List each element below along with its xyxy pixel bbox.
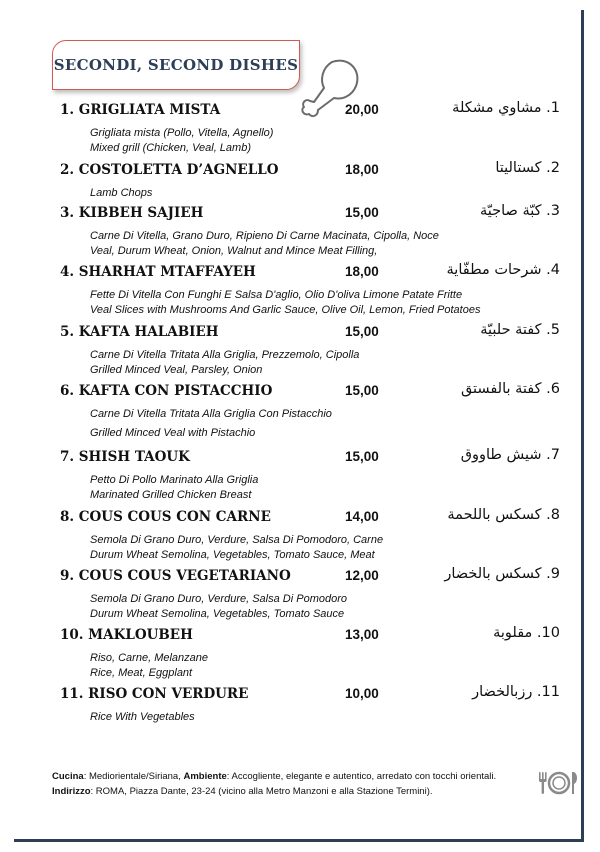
dish-description: Carne Di Vitella Tritata Alla Griglia, Prezzemolo, Cipolla	[90, 349, 360, 361]
dish-price: 20,00	[345, 102, 379, 117]
dish-name: 4. SHARHAT MTAFFAYEH	[60, 264, 256, 280]
dish-description: Grilled Minced Veal with Pistachio	[90, 427, 256, 439]
dish-price: 15,00	[345, 205, 379, 220]
dish-price: 14,00	[345, 509, 379, 524]
dish-description: Mixed grill (Chicken, Veal, Lamb)	[90, 142, 251, 154]
dish-arabic-name: 9. كسكس بالخضار	[444, 566, 560, 582]
dish-description: Riso, Carne, Melanzane	[90, 652, 209, 664]
cutlery-plate-icon	[537, 770, 581, 796]
dish-name: 7. SHISH TAOUK	[60, 449, 190, 465]
dish-description: Semola Di Grano Duro, Verdure, Salsa Di Pomodoro	[90, 593, 347, 605]
dish-description: Carne Di Vitella, Grano Duro, Ripieno Di Carne Macinata, Cipolla, Noce	[90, 230, 439, 242]
dish-arabic-name: 8. كسكس باللحمة	[447, 507, 560, 523]
dish-price: 15,00	[345, 449, 379, 464]
dish-arabic-name: 6. كفتة بالفستق	[460, 381, 560, 397]
chicken-leg-icon	[292, 52, 364, 132]
dish-description: Veal Slices with Mushrooms And Garlic Sauce, Olive Oil, Lemon, Fried Potatoes	[90, 304, 481, 316]
dish-description: Veal, Durum Wheat, Onion, Walnut and Mince Meat Filling,	[90, 245, 378, 257]
dish-description: Grigliata mista (Pollo, Vitella, Agnello)	[90, 127, 274, 139]
dish-item	[60, 322, 560, 376]
dish-description: Rice, Meat, Eggplant	[90, 667, 193, 679]
dish-item	[60, 507, 560, 561]
dish-price: 15,00	[345, 324, 379, 339]
dish-price: 15,00	[345, 383, 379, 398]
dish-arabic-name: 4. شرحات مطفّاية	[446, 262, 560, 278]
dish-price: 13,00	[345, 627, 379, 642]
dish-arabic-name: 2. كستاليتا	[495, 160, 560, 176]
dish-description: Grilled Minced Veal, Parsley, Onion	[90, 364, 263, 376]
dish-item	[60, 625, 560, 679]
dish-description: Petto Di Pollo Marinato Alla Griglia	[90, 474, 259, 486]
dish-name: 3. KIBBEH SAJIEH	[60, 205, 204, 221]
cucina-label: Cucina	[52, 771, 84, 782]
indirizzo-value: : ROMA, Piazza Dante, 23-24 (vicino alla Metro Manzoni e alla Stazione Termini).	[90, 786, 433, 797]
dish-name: 2. COSTOLETTA D’AGNELLO	[60, 162, 279, 178]
cucina-value: : Mediorientale/Siriana,	[83, 771, 184, 782]
dish-description: Fette Di Vitella Con Funghi E Salsa D'aglio, Olio D'oliva Limone Patate Fritte	[90, 289, 463, 301]
dish-name: 1. GRIGLIATA MISTA	[60, 102, 221, 118]
dish-item	[60, 262, 560, 316]
dish-description: Semola Di Grano Duro, Verdure, Salsa Di Pomodoro, Carne	[90, 534, 384, 546]
dish-name: 10. MAKLOUBEH	[60, 627, 193, 643]
dish-name: 9. COUS COUS VEGETARIANO	[60, 568, 291, 584]
dish-name: 11. RISO CON VERDURE	[60, 686, 249, 702]
dish-item	[60, 160, 560, 199]
dish-name: 5. KAFTA HALABIEH	[60, 324, 219, 340]
dish-arabic-name: 11. رزبالخضار	[472, 684, 560, 700]
dish-item	[60, 447, 560, 501]
dish-name: 8. COUS COUS CON CARNE	[60, 509, 271, 525]
dish-description: Carne Di Vitella Tritata Alla Griglia Con Pistacchio	[90, 408, 332, 420]
dish-arabic-name: 10. مقلوبة	[493, 625, 560, 641]
dish-name: 6. KAFTA CON PISTACCHIO	[60, 383, 273, 399]
section-title: SECONDI, SECOND DISHES	[53, 56, 299, 74]
dish-price: 18,00	[345, 264, 379, 279]
dish-description: Durum Wheat Semolina, Vegetables, Tomato Sauce	[90, 608, 345, 620]
dish-item	[60, 381, 560, 439]
dish-arabic-name: 3. كبّة صاجيّة	[480, 203, 560, 219]
dish-arabic-name: 5. كفتة حلبيّة	[480, 322, 560, 338]
ambiente-label: Ambiente	[183, 771, 227, 782]
dish-price: 18,00	[345, 162, 379, 177]
dish-description: Rice With Vegetables	[90, 711, 195, 723]
dish-description: Durum Wheat Semolina, Vegetables, Tomato Sauce, Meat	[90, 549, 375, 561]
dish-item	[60, 203, 560, 257]
dish-item	[60, 566, 560, 620]
section-title-box	[52, 40, 300, 90]
dish-arabic-name: 7. شيش طاووق	[460, 447, 560, 463]
dish-description: Lamb Chops	[90, 187, 153, 199]
ambiente-value: : Accogliente, elegante e autentico, arredato con tocchi orientali.	[226, 771, 497, 782]
restaurant-info-footer	[52, 769, 532, 799]
dish-description: Marinated Grilled Chicken Breast	[90, 489, 252, 501]
dish-price: 12,00	[345, 568, 379, 583]
dish-item	[60, 684, 560, 723]
dish-price: 10,00	[345, 686, 379, 701]
indirizzo-label: Indirizzo	[52, 786, 91, 797]
dish-arabic-name: 1. مشاوي مشكلة	[452, 100, 560, 116]
dish-item	[60, 100, 560, 154]
